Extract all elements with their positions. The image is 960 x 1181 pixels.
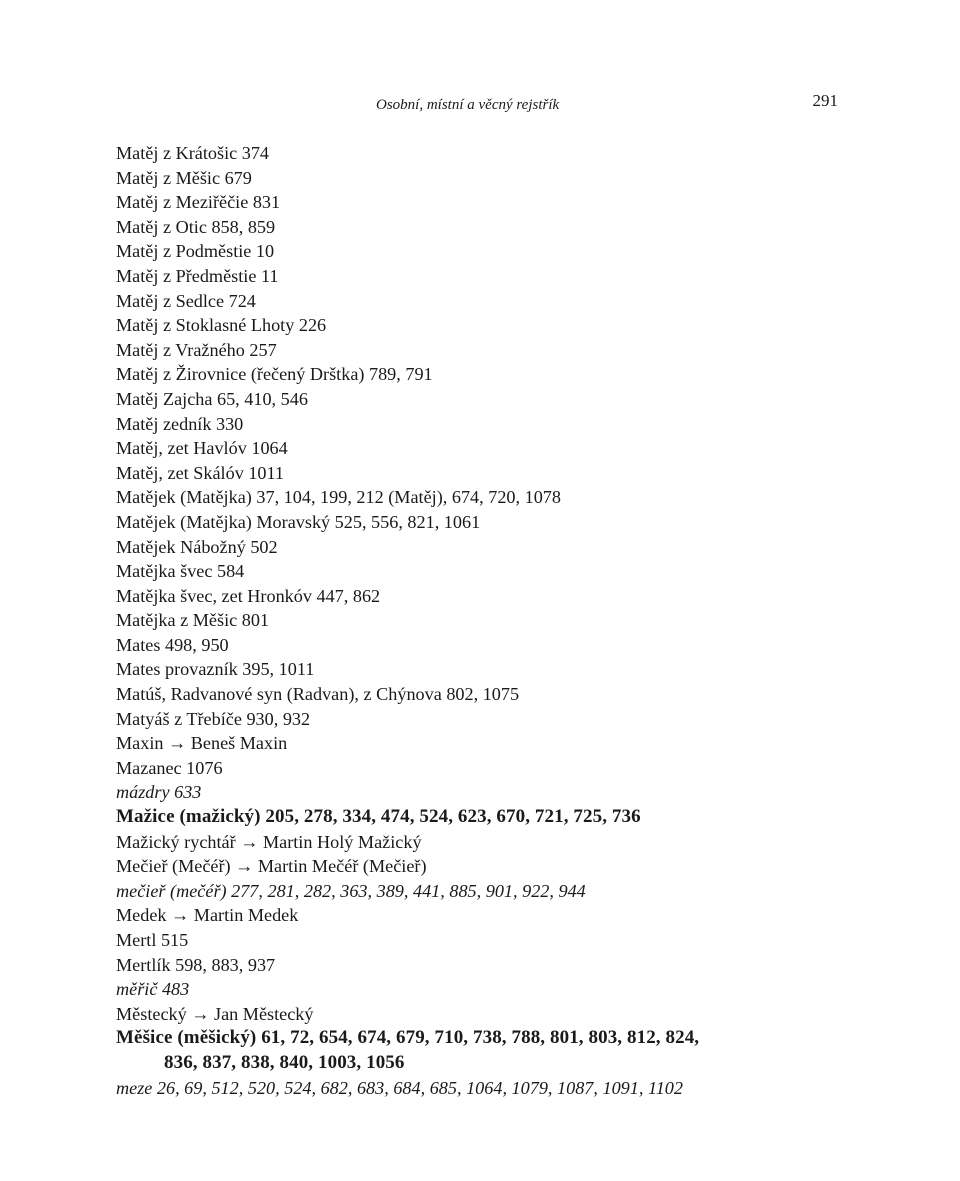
index-entry-text: Mertlík 598, 883, 937: [116, 954, 276, 975]
index-entry: [116, 1026, 846, 1075]
index-entry-text: Matěj zedník 330: [116, 413, 244, 434]
running-head: [0, 91, 960, 118]
index-entry: [116, 657, 846, 682]
index-entry: [116, 412, 846, 437]
index-entry-text: Matěj Zajcha 65, 410, 546: [116, 388, 308, 409]
index-entry: [116, 584, 846, 609]
index-entry-text: Matějek Nábožný 502: [116, 536, 278, 557]
index-entry-text: Matějka švec 584: [116, 561, 245, 582]
index-entry-text: Matějka z Měšic 801: [116, 610, 270, 631]
index-entry: [116, 215, 846, 240]
index-entry: [116, 756, 846, 781]
index-entry: [116, 436, 846, 461]
index-entry-text: Mertl 515: [116, 930, 189, 950]
index-entry-text: Matěj z Otic 858, 859: [116, 216, 276, 237]
index-entry-text: Mazanec 1076: [116, 757, 223, 778]
index-entry: [116, 903, 846, 928]
index-entry: [116, 338, 846, 363]
index-entry-text: Mažice (mažický) 205, 278, 334, 474, 524, 623, 670, 721, 725, 736: [116, 806, 641, 828]
index-entry: [116, 608, 846, 633]
index-entry-text: Městecký → Jan Městecký: [116, 1003, 314, 1024]
index-entry-text: Matúš, Radvanové syn (Radvan), z Chýnova 802, 1075: [116, 684, 520, 705]
index-entry-text: Mečieř (Mečéř) → Martin Mečéř (Mečieř): [116, 856, 427, 877]
index-entry: [116, 682, 846, 707]
index-entry: [116, 313, 846, 338]
index-entry: [116, 289, 846, 314]
index-entry-text: Matěj z Sedlce 724: [116, 290, 256, 311]
index-entry: [116, 707, 846, 732]
index-entry: [116, 830, 846, 855]
index-entry-text: Matějka švec, zet Hronkóv 447, 862: [116, 585, 381, 606]
index-entry-text: Matěj z Stoklasné Lhoty 226: [116, 315, 327, 336]
index-entry-continuation: 836, 837, 838, 840, 1003, 1056: [164, 1051, 405, 1073]
index-entry: [116, 387, 846, 412]
index-entry-text: Matěj z Žirovnice (řečený Drštka) 789, 791: [116, 364, 433, 385]
index-entry-text: mázdry 633: [116, 782, 202, 803]
index-entry-text: Mates 498, 950: [116, 634, 229, 655]
index-entry: [116, 141, 846, 166]
index-entry: [116, 535, 846, 560]
index-entry-text: Medek → Martin Medek: [116, 905, 299, 926]
index-entry-text: Matějek (Matějka) 37, 104, 199, 212 (Matěj), 674, 720, 1078: [116, 487, 561, 508]
index-entry-text: Měšice (měšický) 61, 72, 654, 674, 679, 710, 738, 788, 801, 803, 812, 824,: [116, 1027, 700, 1049]
index-entry: [116, 485, 846, 510]
index-entry: [116, 190, 846, 215]
index-entry: [116, 264, 846, 289]
index-entry-text: Matěj z Vražného 257: [116, 339, 277, 360]
index-entry: [116, 731, 846, 756]
index-entry: [116, 953, 846, 978]
index-entry: [116, 461, 846, 486]
index-entry-text: Mažický rychtář → Martin Holý Mažický: [116, 831, 422, 852]
index-entry: [116, 362, 846, 387]
index-entry-text: Matěj z Podměstie 10: [116, 241, 275, 262]
index-entry: [116, 879, 846, 904]
index-entries: [116, 141, 846, 1100]
index-entry: [116, 1076, 846, 1101]
index-entry: [116, 780, 846, 805]
index-entry: [116, 239, 846, 264]
index-entry: [116, 633, 846, 658]
index-entry-text: Matěj z Krátošic 374: [116, 143, 270, 163]
index-entry-text: Matěj z Měšic 679: [116, 167, 252, 188]
index-entry: [116, 977, 846, 1002]
index-entry-text: mečieř (mečéř) 277, 281, 282, 363, 389, 441, 885, 901, 922, 944: [116, 880, 586, 901]
index-entry-text: Matějek (Matějka) Moravský 525, 556, 821, 1061: [116, 511, 481, 532]
index-entry: [116, 1002, 846, 1027]
index-entry-text: meze 26, 69, 512, 520, 524, 682, 683, 684, 685, 1064, 1079, 1087, 1091, 1102: [116, 1077, 683, 1098]
index-entry-text: měřič 483: [116, 979, 190, 1000]
index-entry-text: Matyáš z Třebíče 930, 932: [116, 708, 311, 729]
index-entry-text: Matěj, zet Havlóv 1064: [116, 438, 288, 459]
index-entry-text: Matěj z Předměstie 11: [116, 265, 279, 286]
page-number: 291: [812, 91, 838, 110]
index-entry: [116, 166, 846, 191]
index-entry: [116, 805, 846, 830]
index-entry: [116, 854, 846, 879]
running-title: Osobní, místní a věcný rejstřík: [376, 97, 560, 113]
index-entry: [116, 510, 846, 535]
index-entry: [116, 559, 846, 584]
index-entry-text: Matěj z Meziřěčie 831: [116, 192, 281, 213]
index-entry-text: Mates provazník 395, 1011: [116, 659, 315, 680]
index-entry: [116, 928, 846, 953]
index-entry-text: Maxin → Beneš Maxin: [116, 733, 288, 754]
index-entry-text: Matěj, zet Skálóv 1011: [116, 462, 285, 483]
